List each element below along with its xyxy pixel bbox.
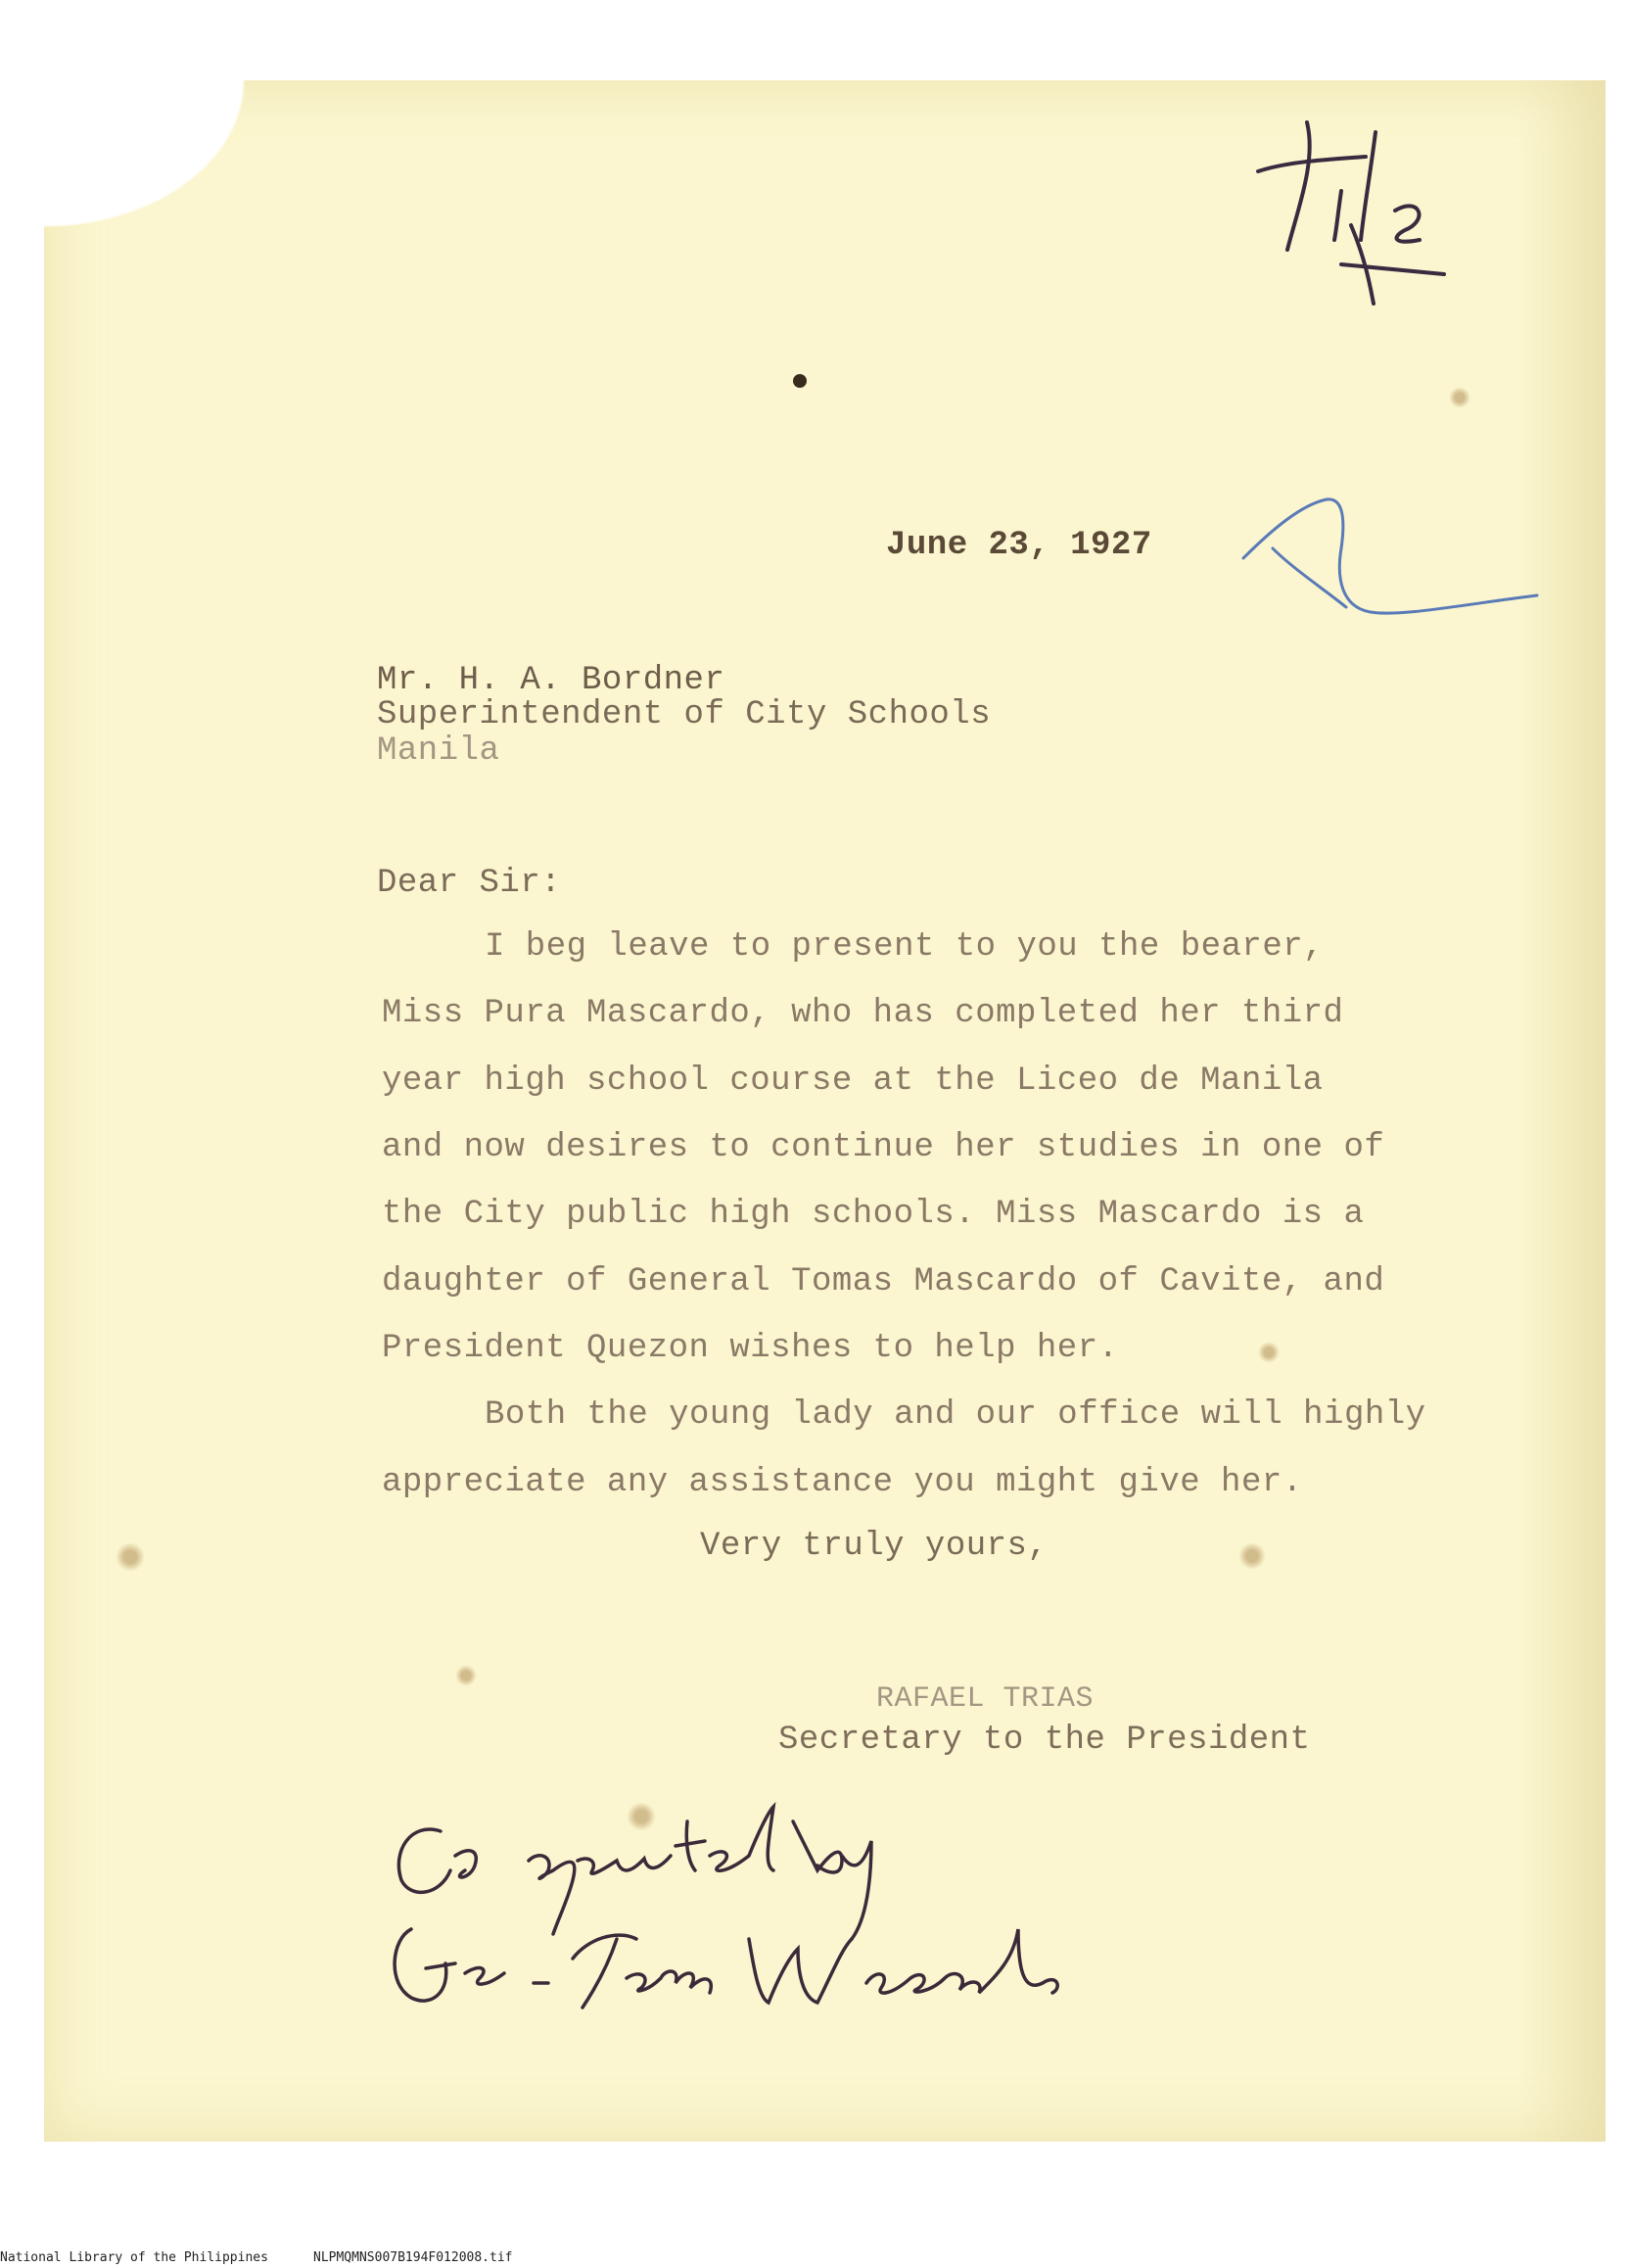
stain-spot (455, 1665, 477, 1686)
signer-name: RAFAEL TRIAS (876, 1682, 1095, 1716)
bottom-note-handwriting (382, 1802, 1145, 2037)
body-line: daughter of General Tomas Mascardo of Cavite, and (382, 1263, 1385, 1300)
stain-spot (793, 374, 807, 388)
recipient-title: Superintendent of City Schools (377, 696, 992, 733)
stain-spot (1238, 1542, 1266, 1570)
body-line: year high school course at the Liceo de Manila (382, 1063, 1324, 1100)
recipient-name: Mr. H. A. Bordner (377, 662, 725, 699)
stain-spot (116, 1542, 145, 1572)
signer-title: Secretary to the President (778, 1722, 1311, 1759)
letter-date: June 23, 1927 (886, 527, 1152, 564)
file-note-handwriting (1248, 103, 1464, 308)
paper-edge-shading (1517, 80, 1606, 2142)
body-line: Both the young lady and our office will highly (485, 1396, 1426, 1434)
footer-filename: NLPMQMNS007B194F012008.tif (313, 2250, 513, 2265)
footer-library: National Library of the Philippines (0, 2250, 268, 2265)
recipient-city: Manila (377, 732, 500, 770)
blue-pencil-mark (1234, 490, 1547, 637)
stain-spot (1258, 1342, 1280, 1363)
body-line: I beg leave to present to you the bearer, (485, 928, 1325, 966)
salutation: Dear Sir: (377, 865, 562, 902)
letter-closing: Very truly yours, (700, 1528, 1049, 1565)
body-line: appreciate any assistance you might give her. (382, 1464, 1303, 1501)
body-line: Miss Pura Mascardo, who has completed her third (382, 995, 1344, 1032)
body-line: the City public high schools. Miss Mascardo is a (382, 1196, 1365, 1233)
stain-spot (1449, 387, 1470, 408)
body-line: President Quezon wishes to help her. (382, 1330, 1119, 1367)
body-line: and now desires to continue her studies in one of (382, 1129, 1385, 1166)
